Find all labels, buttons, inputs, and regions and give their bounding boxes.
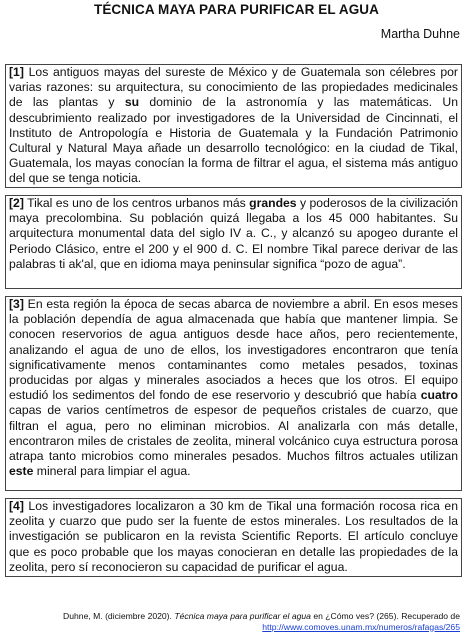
paragraph-number: [2] (9, 196, 24, 210)
bold-word: su (124, 95, 140, 110)
paragraph-3 (5, 296, 462, 491)
paragraph-number: [1] (9, 65, 24, 79)
citation-text: Duhne, M. (diciembre 2020). (63, 611, 175, 621)
paragraph-text: En esta región la época de secas abarca de noviembre a abril. En esos meses la población dependía de agua almacenada que había que mantener limpia. Se conocen reservorios de agua antiguos desde hace años, pero recientemente, analizando el agua de uno de ellos, los investigadores encontraron que tenía significativamente menos contaminantes como metales pesados, toxinas producidas por algas y minerales asociados a heces que los otros. El equipo estudió los sedimentos del fondo de ese reservorio y descubrió que había (9, 297, 458, 403)
paragraph-text: y poderosos de la civilización maya precolombina. Su población quizá llegaba a los 45 000 habitantes. Su arquitectura monumental data del siglo IV a. C., y alcanzó su apogeo durante el Periodo Clásico, entre el 200 y el 900 d. C. El nombre Tikal parece derivar de las palabras ti ak'al, que en idioma maya peninsular significa “pozo de agua”. (9, 196, 458, 271)
bold-word: este (9, 464, 34, 479)
bold-word: grandes (249, 196, 297, 210)
paragraph-text: Tikal es uno de los centros urbanos más (23, 196, 250, 210)
paragraph-text: Los investigadores localizaron a 30 km de Tikal una formación rocosa rica en zeolita y cuarzo que pudo ser la fuente de estos minerales. Los resultados de la investigación se publicaron en la revista Scientific Reports. El artículo concluye que es poco probable que los mayas conocieran en detalle las propiedades de la zeolita, pero sí reconocieron su capacidad de purificar el agua. (9, 499, 458, 574)
bold-word: cuatro (420, 388, 458, 403)
reference-citation (63, 611, 460, 632)
paragraph-4 (5, 498, 462, 577)
paragraph-text: mineral para limpiar el agua. (33, 464, 191, 479)
citation-title: Técnica maya para purificar el agua (174, 611, 311, 621)
reference-link[interactable]: http://www.comoves.unam.mx/numeros/rafagas/265 (262, 621, 460, 632)
paragraph-number: [3] (9, 297, 24, 311)
document-title: TÉCNICA MAYA PARA PURIFICAR EL AGUA (93, 2, 380, 17)
paragraph-number: [4] (9, 499, 24, 513)
paragraph-1 (5, 64, 462, 188)
paragraph-text: capas de varios centímetros de espesor de pequeños cristales de cuarzo, que filtran el agua, pero no eliminan microbios. Al analizarla con más detalle, encontraron miles de cristales de zeolita, mineral volcánico cuya estructura porosa atrapa tanto microbios como minerales pesados. Muchos filtros actuales utilizan (9, 403, 458, 464)
author-name: Martha Duhne (380, 27, 460, 41)
paragraph-2 (5, 195, 462, 289)
paragraph-text: Los antiguos mayas del sureste de México y de Guatemala son célebres por varias razones: su arquitectura, su conocimiento de las propiedades medicinales de las plantas y (9, 65, 458, 110)
paragraph-text: dominio de la astronomía y las matemáticas. Un descubrimiento realizado por investigadores de la Universidad de Cincinnati, el Instituto de Antropología e Historia de Guatemala y la Fundación Patrimonio Cultural y Natural Maya añade un desarrollo tecnológico: en la ciudad de Tikal, Guatemala, los mayas conocían la forma de filtrar el agua, el sistema más antiguo del que se tenga noticia. (9, 95, 458, 186)
citation-text: en ¿Cómo ves? (265). Recuperado de (310, 611, 460, 621)
